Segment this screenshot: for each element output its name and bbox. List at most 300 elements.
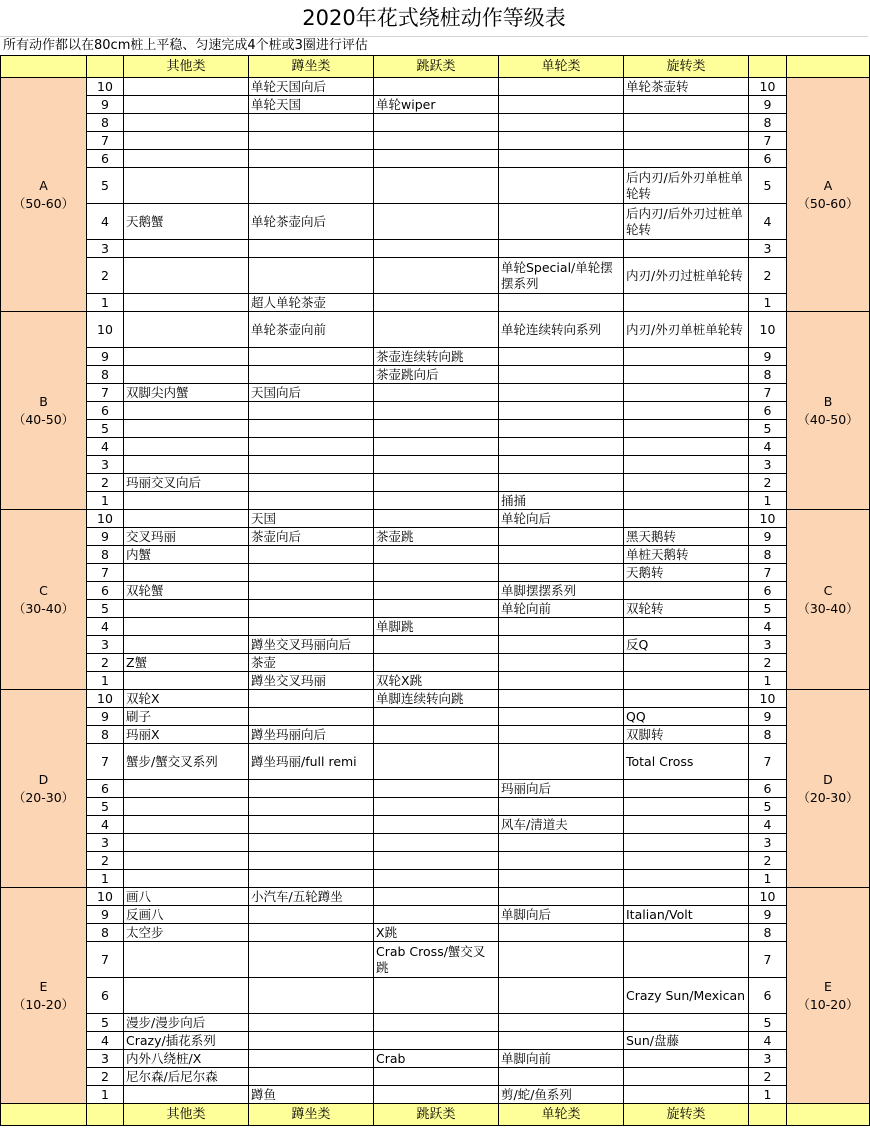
- level-number[interactable]: 9: [87, 528, 124, 546]
- level-number[interactable]: 4: [87, 618, 124, 636]
- footer-cell-spin[interactable]: 旋转类: [624, 1104, 749, 1126]
- cell-spin[interactable]: [624, 582, 749, 600]
- level-number[interactable]: 4: [87, 204, 124, 240]
- cell-jump[interactable]: 单脚连续转向跳: [374, 690, 499, 708]
- cell-spin[interactable]: [624, 654, 749, 672]
- cell-onewheel[interactable]: [499, 546, 624, 564]
- level-number[interactable]: 8: [87, 924, 124, 942]
- cell-other[interactable]: [124, 402, 249, 420]
- level-number-right[interactable]: 7: [749, 744, 787, 780]
- cell-onewheel[interactable]: [499, 384, 624, 402]
- cell-spin[interactable]: [624, 114, 749, 132]
- cell-squat[interactable]: 蹲坐玛丽/full remi: [249, 744, 374, 780]
- cell-squat[interactable]: [249, 978, 374, 1014]
- cell-jump[interactable]: 茶壶跳向后: [374, 366, 499, 384]
- cell-other[interactable]: 太空步: [124, 924, 249, 942]
- cell-onewheel[interactable]: [499, 564, 624, 582]
- cell-spin[interactable]: [624, 1086, 749, 1104]
- cell-spin[interactable]: [624, 690, 749, 708]
- cell-jump[interactable]: [374, 150, 499, 168]
- cell-jump[interactable]: [374, 744, 499, 780]
- level-number-right[interactable]: 8: [749, 366, 787, 384]
- cell-onewheel[interactable]: [499, 456, 624, 474]
- cell-spin[interactable]: [624, 510, 749, 528]
- level-number-right[interactable]: 10: [749, 510, 787, 528]
- cell-onewheel[interactable]: [499, 402, 624, 420]
- cell-spin[interactable]: [624, 96, 749, 114]
- cell-spin[interactable]: 天鹅转: [624, 564, 749, 582]
- cell-other[interactable]: [124, 780, 249, 798]
- level-number[interactable]: 7: [87, 384, 124, 402]
- level-number[interactable]: 3: [87, 636, 124, 654]
- level-number-right[interactable]: 4: [749, 438, 787, 456]
- cell-spin[interactable]: [624, 456, 749, 474]
- level-number-right[interactable]: 6: [749, 150, 787, 168]
- level-number[interactable]: 3: [87, 1050, 124, 1068]
- cell-jump[interactable]: [374, 132, 499, 150]
- cell-jump[interactable]: [374, 708, 499, 726]
- cell-other[interactable]: [124, 78, 249, 96]
- level-number-right[interactable]: 1: [749, 294, 787, 312]
- cell-jump[interactable]: [374, 852, 499, 870]
- level-number-right[interactable]: 4: [749, 618, 787, 636]
- cell-onewheel[interactable]: [499, 528, 624, 546]
- level-number[interactable]: 1: [87, 294, 124, 312]
- cell-onewheel[interactable]: [499, 834, 624, 852]
- cell-spin[interactable]: [624, 384, 749, 402]
- cell-onewheel[interactable]: [499, 636, 624, 654]
- level-number[interactable]: 9: [87, 348, 124, 366]
- level-number[interactable]: 5: [87, 798, 124, 816]
- cell-squat[interactable]: 单轮天国向后: [249, 78, 374, 96]
- cell-jump[interactable]: 茶壶连续转向跳: [374, 348, 499, 366]
- level-number-right[interactable]: 4: [749, 816, 787, 834]
- cell-squat[interactable]: 天国: [249, 510, 374, 528]
- cell-squat[interactable]: [249, 780, 374, 798]
- level-number[interactable]: 8: [87, 546, 124, 564]
- level-number-right[interactable]: 2: [749, 258, 787, 294]
- cell-squat[interactable]: [249, 132, 374, 150]
- cell-spin[interactable]: [624, 852, 749, 870]
- cell-spin[interactable]: [624, 816, 749, 834]
- header-cell-onewheel[interactable]: 单轮类: [499, 56, 624, 78]
- cell-jump[interactable]: [374, 258, 499, 294]
- level-number-right[interactable]: 2: [749, 852, 787, 870]
- level-number-right[interactable]: 10: [749, 312, 787, 348]
- header-cell-squat[interactable]: 蹲坐类: [249, 56, 374, 78]
- cell-squat[interactable]: 天国向后: [249, 384, 374, 402]
- cell-other[interactable]: 内蟹: [124, 546, 249, 564]
- cell-squat[interactable]: [249, 546, 374, 564]
- cell-squat[interactable]: [249, 366, 374, 384]
- cell-onewheel[interactable]: [499, 294, 624, 312]
- cell-squat[interactable]: [249, 906, 374, 924]
- cell-onewheel[interactable]: 单轮向前: [499, 600, 624, 618]
- cell-spin[interactable]: [624, 1068, 749, 1086]
- cell-jump[interactable]: [374, 798, 499, 816]
- cell-onewheel[interactable]: 玛丽向后: [499, 780, 624, 798]
- cell-spin[interactable]: [624, 618, 749, 636]
- cell-onewheel[interactable]: [499, 672, 624, 690]
- cell-other[interactable]: [124, 438, 249, 456]
- level-number-right[interactable]: 5: [749, 1014, 787, 1032]
- cell-other[interactable]: 刷子: [124, 708, 249, 726]
- cell-onewheel[interactable]: [499, 366, 624, 384]
- cell-squat[interactable]: 单轮茶壶向前: [249, 312, 374, 348]
- cell-jump[interactable]: [374, 636, 499, 654]
- cell-squat[interactable]: 超人单轮茶壶: [249, 294, 374, 312]
- level-number-right[interactable]: 10: [749, 888, 787, 906]
- cell-other[interactable]: [124, 834, 249, 852]
- level-number-right[interactable]: 9: [749, 528, 787, 546]
- level-number[interactable]: 4: [87, 438, 124, 456]
- cell-onewheel[interactable]: [499, 852, 624, 870]
- level-number-right[interactable]: 1: [749, 672, 787, 690]
- cell-jump[interactable]: [374, 456, 499, 474]
- level-number[interactable]: 6: [87, 150, 124, 168]
- cell-spin[interactable]: Sun/盘藤: [624, 1032, 749, 1050]
- level-number-right[interactable]: 3: [749, 456, 787, 474]
- cell-jump[interactable]: [374, 546, 499, 564]
- group-label-left[interactable]: [1, 312, 87, 510]
- level-number[interactable]: 4: [87, 1032, 124, 1050]
- level-number[interactable]: 3: [87, 456, 124, 474]
- cell-jump[interactable]: X跳: [374, 924, 499, 942]
- level-number[interactable]: 3: [87, 240, 124, 258]
- cell-squat[interactable]: [249, 816, 374, 834]
- level-number[interactable]: 5: [87, 600, 124, 618]
- cell-spin[interactable]: 双轮转: [624, 600, 749, 618]
- cell-jump[interactable]: [374, 294, 499, 312]
- cell-other[interactable]: [124, 798, 249, 816]
- level-number-right[interactable]: 5: [749, 600, 787, 618]
- level-number[interactable]: 9: [87, 708, 124, 726]
- cell-spin[interactable]: [624, 888, 749, 906]
- cell-jump[interactable]: [374, 474, 499, 492]
- level-number[interactable]: 10: [87, 888, 124, 906]
- cell-squat[interactable]: [249, 1032, 374, 1050]
- level-number[interactable]: 10: [87, 690, 124, 708]
- level-number[interactable]: 1: [87, 672, 124, 690]
- level-number-right[interactable]: 9: [749, 96, 787, 114]
- footer-cell-jump[interactable]: 跳跃类: [374, 1104, 499, 1126]
- cell-squat[interactable]: [249, 852, 374, 870]
- cell-jump[interactable]: Crab Cross/蟹交叉跳: [374, 942, 499, 978]
- cell-other[interactable]: Z蟹: [124, 654, 249, 672]
- cell-other[interactable]: [124, 312, 249, 348]
- cell-onewheel[interactable]: [499, 1068, 624, 1086]
- level-number-right[interactable]: 3: [749, 636, 787, 654]
- level-number-right[interactable]: 8: [749, 114, 787, 132]
- cell-onewheel[interactable]: [499, 942, 624, 978]
- cell-spin[interactable]: [624, 942, 749, 978]
- cell-other[interactable]: [124, 978, 249, 1014]
- cell-squat[interactable]: [249, 870, 374, 888]
- header-cell-other[interactable]: 其他类: [124, 56, 249, 78]
- cell-spin[interactable]: [624, 1014, 749, 1032]
- footer-cell-other[interactable]: 其他类: [124, 1104, 249, 1126]
- level-number-right[interactable]: 6: [749, 582, 787, 600]
- cell-spin[interactable]: 黑天鹅转: [624, 528, 749, 546]
- group-label-right[interactable]: [787, 888, 870, 1104]
- cell-jump[interactable]: [374, 384, 499, 402]
- level-number[interactable]: 1: [87, 492, 124, 510]
- cell-spin[interactable]: [624, 132, 749, 150]
- level-number[interactable]: 4: [87, 816, 124, 834]
- level-number-right[interactable]: 10: [749, 690, 787, 708]
- cell-squat[interactable]: [249, 600, 374, 618]
- level-number-right[interactable]: 7: [749, 564, 787, 582]
- cell-onewheel[interactable]: [499, 726, 624, 744]
- cell-spin[interactable]: 后内刃/后外刃过桩单轮转: [624, 204, 749, 240]
- level-number-right[interactable]: 8: [749, 924, 787, 942]
- group-label-left[interactable]: [1, 690, 87, 888]
- group-label-left[interactable]: [1, 888, 87, 1104]
- cell-onewheel[interactable]: [499, 438, 624, 456]
- cell-squat[interactable]: [249, 492, 374, 510]
- cell-onewheel[interactable]: 单脚摆摆系列: [499, 582, 624, 600]
- level-number[interactable]: 10: [87, 510, 124, 528]
- level-number-right[interactable]: 1: [749, 492, 787, 510]
- level-number-right[interactable]: 9: [749, 708, 787, 726]
- cell-squat[interactable]: [249, 456, 374, 474]
- level-number-right[interactable]: 8: [749, 546, 787, 564]
- level-number-right[interactable]: 9: [749, 906, 787, 924]
- cell-other[interactable]: [124, 600, 249, 618]
- cell-squat[interactable]: [249, 240, 374, 258]
- cell-squat[interactable]: [249, 1068, 374, 1086]
- cell-onewheel[interactable]: [499, 744, 624, 780]
- level-number[interactable]: 7: [87, 132, 124, 150]
- cell-squat[interactable]: [249, 114, 374, 132]
- cell-other[interactable]: 反画八: [124, 906, 249, 924]
- cell-squat[interactable]: [249, 924, 374, 942]
- level-number-right[interactable]: 1: [749, 1086, 787, 1104]
- cell-onewheel[interactable]: [499, 618, 624, 636]
- cell-other[interactable]: [124, 240, 249, 258]
- level-number-right[interactable]: 7: [749, 132, 787, 150]
- group-label-left[interactable]: [1, 510, 87, 690]
- cell-other[interactable]: [124, 1086, 249, 1104]
- cell-onewheel[interactable]: 剪/蛇/鱼系列: [499, 1086, 624, 1104]
- level-number-right[interactable]: 2: [749, 654, 787, 672]
- cell-squat[interactable]: 小汽车/五轮蹲坐: [249, 888, 374, 906]
- cell-onewheel[interactable]: 风车/清道夫: [499, 816, 624, 834]
- level-number-right[interactable]: 2: [749, 1068, 787, 1086]
- cell-spin[interactable]: Crazy Sun/Mexican: [624, 978, 749, 1014]
- cell-squat[interactable]: 蹲坐交叉玛丽向后: [249, 636, 374, 654]
- cell-other[interactable]: 交叉玛丽: [124, 528, 249, 546]
- level-number[interactable]: 2: [87, 258, 124, 294]
- cell-other[interactable]: 玛丽交叉向后: [124, 474, 249, 492]
- cell-jump[interactable]: [374, 240, 499, 258]
- cell-onewheel[interactable]: 单轮Special/单轮摆摆系列: [499, 258, 624, 294]
- cell-squat[interactable]: [249, 690, 374, 708]
- level-number[interactable]: 3: [87, 834, 124, 852]
- cell-spin[interactable]: [624, 798, 749, 816]
- cell-jump[interactable]: [374, 726, 499, 744]
- cell-jump[interactable]: [374, 168, 499, 204]
- cell-jump[interactable]: [374, 816, 499, 834]
- level-number[interactable]: 10: [87, 78, 124, 96]
- cell-spin[interactable]: [624, 924, 749, 942]
- cell-jump[interactable]: [374, 906, 499, 924]
- cell-jump[interactable]: [374, 1086, 499, 1104]
- cell-spin[interactable]: 反Q: [624, 636, 749, 654]
- level-number[interactable]: 6: [87, 978, 124, 1014]
- cell-jump[interactable]: 双轮X跳: [374, 672, 499, 690]
- cell-onewheel[interactable]: [499, 708, 624, 726]
- cell-spin[interactable]: [624, 474, 749, 492]
- cell-jump[interactable]: 单轮wiper: [374, 96, 499, 114]
- cell-squat[interactable]: 茶壶: [249, 654, 374, 672]
- group-label-right[interactable]: [787, 510, 870, 690]
- cell-squat[interactable]: [249, 348, 374, 366]
- cell-onewheel[interactable]: [499, 78, 624, 96]
- cell-squat[interactable]: 蹲坐交叉玛丽: [249, 672, 374, 690]
- level-number[interactable]: 2: [87, 852, 124, 870]
- level-number[interactable]: 6: [87, 582, 124, 600]
- cell-jump[interactable]: [374, 564, 499, 582]
- cell-other[interactable]: [124, 294, 249, 312]
- level-number-right[interactable]: 4: [749, 1032, 787, 1050]
- cell-squat[interactable]: [249, 942, 374, 978]
- cell-jump[interactable]: [374, 978, 499, 1014]
- cell-squat[interactable]: [249, 564, 374, 582]
- cell-other[interactable]: [124, 168, 249, 204]
- cell-onewheel[interactable]: [499, 888, 624, 906]
- level-number[interactable]: 5: [87, 420, 124, 438]
- cell-onewheel[interactable]: [499, 654, 624, 672]
- cell-spin[interactable]: 后内刃/后外刃单桩单轮转: [624, 168, 749, 204]
- cell-jump[interactable]: Crab: [374, 1050, 499, 1068]
- cell-other[interactable]: 漫步/漫步向后: [124, 1014, 249, 1032]
- cell-other[interactable]: [124, 420, 249, 438]
- level-number[interactable]: 6: [87, 780, 124, 798]
- cell-squat[interactable]: [249, 150, 374, 168]
- cell-other[interactable]: 双轮蟹: [124, 582, 249, 600]
- cell-jump[interactable]: [374, 420, 499, 438]
- cell-other[interactable]: [124, 96, 249, 114]
- level-number-right[interactable]: 6: [749, 780, 787, 798]
- cell-spin[interactable]: [624, 438, 749, 456]
- cell-onewheel[interactable]: [499, 150, 624, 168]
- cell-spin[interactable]: 内刃/外刃单桩单轮转: [624, 312, 749, 348]
- cell-spin[interactable]: QQ: [624, 708, 749, 726]
- cell-onewheel[interactable]: [499, 132, 624, 150]
- level-number[interactable]: 5: [87, 1014, 124, 1032]
- cell-other[interactable]: [124, 150, 249, 168]
- footer-cell-onewheel[interactable]: 单轮类: [499, 1104, 624, 1126]
- cell-onewheel[interactable]: [499, 348, 624, 366]
- cell-other[interactable]: [124, 618, 249, 636]
- cell-other[interactable]: 画八: [124, 888, 249, 906]
- cell-jump[interactable]: [374, 1014, 499, 1032]
- level-number[interactable]: 6: [87, 402, 124, 420]
- cell-jump[interactable]: [374, 1032, 499, 1050]
- level-number-right[interactable]: 9: [749, 348, 787, 366]
- header-cell-spin[interactable]: 旋转类: [624, 56, 749, 78]
- cell-jump[interactable]: 单脚跳: [374, 618, 499, 636]
- cell-other[interactable]: 蟹步/蟹交叉系列: [124, 744, 249, 780]
- cell-spin[interactable]: [624, 834, 749, 852]
- level-number[interactable]: 8: [87, 726, 124, 744]
- cell-onewheel[interactable]: 单轮向后: [499, 510, 624, 528]
- level-number-right[interactable]: 8: [749, 726, 787, 744]
- level-number-right[interactable]: 6: [749, 402, 787, 420]
- cell-other[interactable]: [124, 510, 249, 528]
- cell-jump[interactable]: [374, 834, 499, 852]
- cell-jump[interactable]: [374, 654, 499, 672]
- level-number-right[interactable]: 3: [749, 240, 787, 258]
- cell-jump[interactable]: 茶壶跳: [374, 528, 499, 546]
- level-number[interactable]: 7: [87, 564, 124, 582]
- cell-other[interactable]: [124, 942, 249, 978]
- cell-squat[interactable]: [249, 618, 374, 636]
- level-number-right[interactable]: 5: [749, 798, 787, 816]
- level-number-right[interactable]: 4: [749, 204, 787, 240]
- cell-spin[interactable]: 单桩天鹅转: [624, 546, 749, 564]
- cell-onewheel[interactable]: [499, 96, 624, 114]
- cell-spin[interactable]: 内刃/外刃过桩单轮转: [624, 258, 749, 294]
- cell-other[interactable]: [124, 456, 249, 474]
- cell-squat[interactable]: [249, 402, 374, 420]
- cell-spin[interactable]: [624, 420, 749, 438]
- level-number[interactable]: 7: [87, 942, 124, 978]
- level-number-right[interactable]: 3: [749, 834, 787, 852]
- level-number-right[interactable]: 10: [749, 78, 787, 96]
- level-number-right[interactable]: 2: [749, 474, 787, 492]
- cell-onewheel[interactable]: [499, 924, 624, 942]
- cell-spin[interactable]: [624, 348, 749, 366]
- cell-jump[interactable]: [374, 510, 499, 528]
- cell-other[interactable]: [124, 672, 249, 690]
- cell-other[interactable]: [124, 114, 249, 132]
- cell-squat[interactable]: [249, 474, 374, 492]
- cell-onewheel[interactable]: 单轮连续转向系列: [499, 312, 624, 348]
- cell-jump[interactable]: [374, 780, 499, 798]
- level-number-right[interactable]: 1: [749, 870, 787, 888]
- level-number[interactable]: 9: [87, 906, 124, 924]
- cell-jump[interactable]: [374, 312, 499, 348]
- cell-jump[interactable]: [374, 1068, 499, 1086]
- cell-spin[interactable]: 双脚转: [624, 726, 749, 744]
- group-label-left[interactable]: [1, 78, 87, 312]
- cell-squat[interactable]: [249, 168, 374, 204]
- cell-jump[interactable]: [374, 492, 499, 510]
- cell-onewheel[interactable]: [499, 1014, 624, 1032]
- cell-jump[interactable]: [374, 870, 499, 888]
- cell-squat[interactable]: [249, 798, 374, 816]
- cell-other[interactable]: [124, 870, 249, 888]
- header-cell-jump[interactable]: 跳跃类: [374, 56, 499, 78]
- cell-spin[interactable]: [624, 294, 749, 312]
- cell-other[interactable]: [124, 132, 249, 150]
- cell-squat[interactable]: [249, 708, 374, 726]
- cell-squat[interactable]: [249, 258, 374, 294]
- cell-other[interactable]: 天鹅蟹: [124, 204, 249, 240]
- cell-onewheel[interactable]: [499, 690, 624, 708]
- cell-other[interactable]: [124, 492, 249, 510]
- level-number[interactable]: 8: [87, 114, 124, 132]
- cell-squat[interactable]: [249, 834, 374, 852]
- cell-onewheel[interactable]: [499, 240, 624, 258]
- footer-cell-squat[interactable]: 蹲坐类: [249, 1104, 374, 1126]
- group-label-right[interactable]: [787, 78, 870, 312]
- cell-onewheel[interactable]: [499, 168, 624, 204]
- cell-other[interactable]: [124, 636, 249, 654]
- level-number[interactable]: 5: [87, 168, 124, 204]
